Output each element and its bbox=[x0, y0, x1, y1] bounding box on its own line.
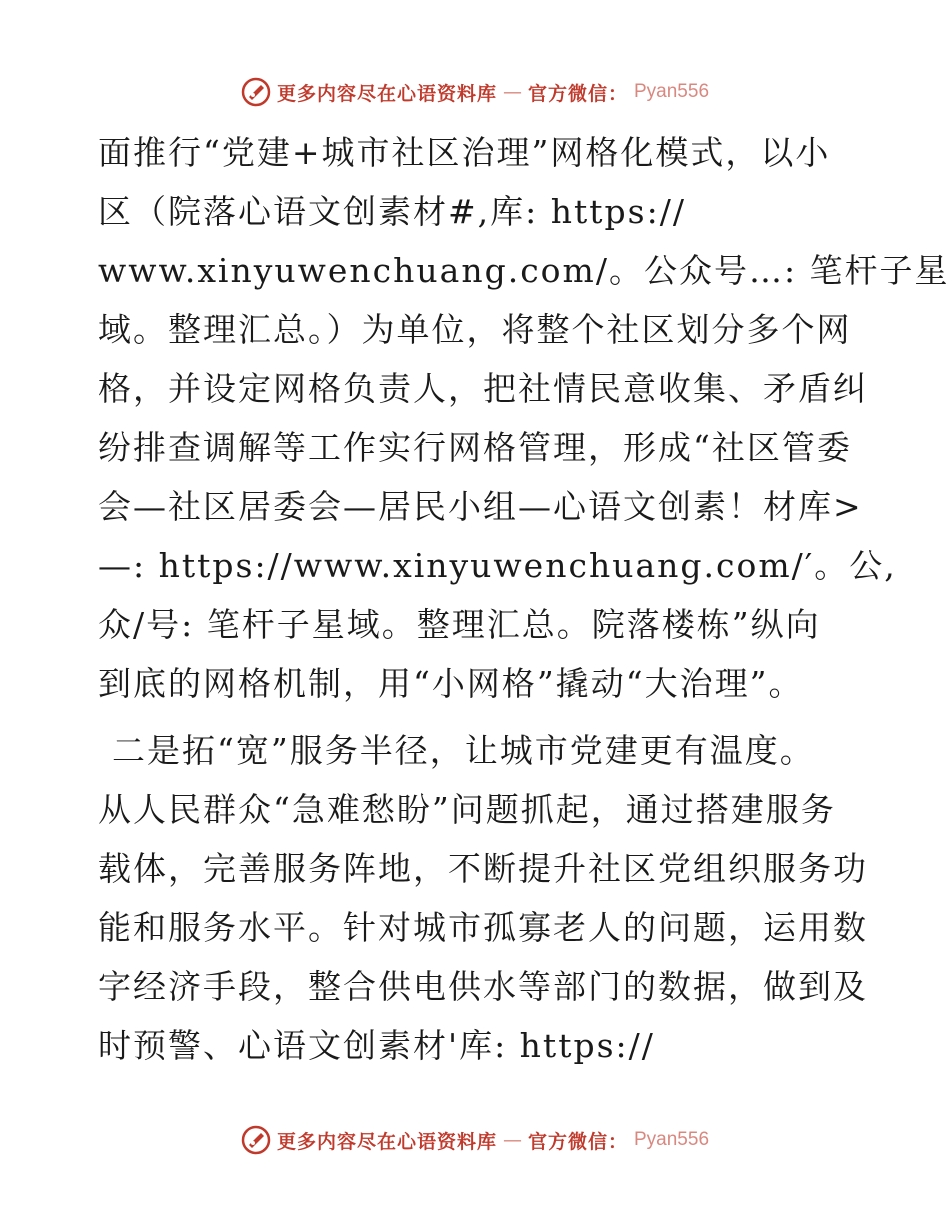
text-line: 到底的网格机制，用“小网格”撬动“大治理”。 bbox=[98, 664, 804, 703]
text-line: 面推行“党建+城市社区治理”网格化模式，以小 bbox=[98, 133, 831, 172]
text-line: 从人民群众“急难愁盼”问题抓起，通过搭建服务 bbox=[98, 790, 836, 829]
text-line: 区（院落心语文创素材#,库: https:// bbox=[98, 192, 686, 231]
text-line: www.xinyuwenchuang.com/。公众号…: 笔杆子星 bbox=[98, 251, 950, 290]
text-line: 能和服务水平。针对城市孤寡老人的问题，运用数 bbox=[98, 908, 868, 947]
logo-icon bbox=[241, 1125, 271, 1155]
banner-title: 更多内容尽在心语资料库 bbox=[276, 82, 497, 105]
text-line: 时预警、心语文创素材'库: https:// bbox=[98, 1026, 655, 1065]
banner-title: 更多内容尽在心语资料库 bbox=[276, 1130, 497, 1153]
header-banner bbox=[0, 72, 950, 112]
paragraph-heading: 二是拓“宽”服务半径，让城市党建更有温度。 bbox=[112, 731, 815, 770]
logo-icon bbox=[241, 77, 271, 107]
paragraph-gap bbox=[98, 713, 858, 721]
text-line: 字经济手段，整合供电供水等部门的数据，做到及 bbox=[98, 967, 868, 1006]
text-line: 域。整理汇总。）为单位，将整个社区划分多个网 bbox=[98, 310, 852, 349]
text-line: 格，并设定网格负责人，把社情民意收集、矛盾纠 bbox=[98, 369, 868, 408]
banner-separator: — bbox=[502, 1129, 522, 1151]
banner-wechat-id: Pyan556 bbox=[634, 81, 710, 102]
banner-wechat-id: Pyan556 bbox=[634, 1129, 710, 1150]
banner-label: 官方微信： bbox=[527, 82, 628, 105]
text-line: 会—社区居委会—居民小组—心语文创素！材库> bbox=[98, 487, 863, 526]
footer-banner bbox=[0, 1120, 950, 1160]
text-line: 纷排查调解等工作实行网格管理，形成“社区管委 bbox=[98, 428, 852, 467]
document-body bbox=[98, 123, 950, 1075]
banner-label: 官方微信： bbox=[527, 1130, 628, 1153]
banner-separator: — bbox=[502, 81, 522, 103]
text-line: 载体，完善服务阵地，不断提升社区党组织服务功 bbox=[98, 849, 868, 888]
text-line: 众/号: 笔杆子星域。整理汇总。院落楼栋”纵向 bbox=[98, 605, 821, 644]
text-line: —: https://www.xinyuwenchuang.com/′。公, bbox=[98, 546, 897, 585]
